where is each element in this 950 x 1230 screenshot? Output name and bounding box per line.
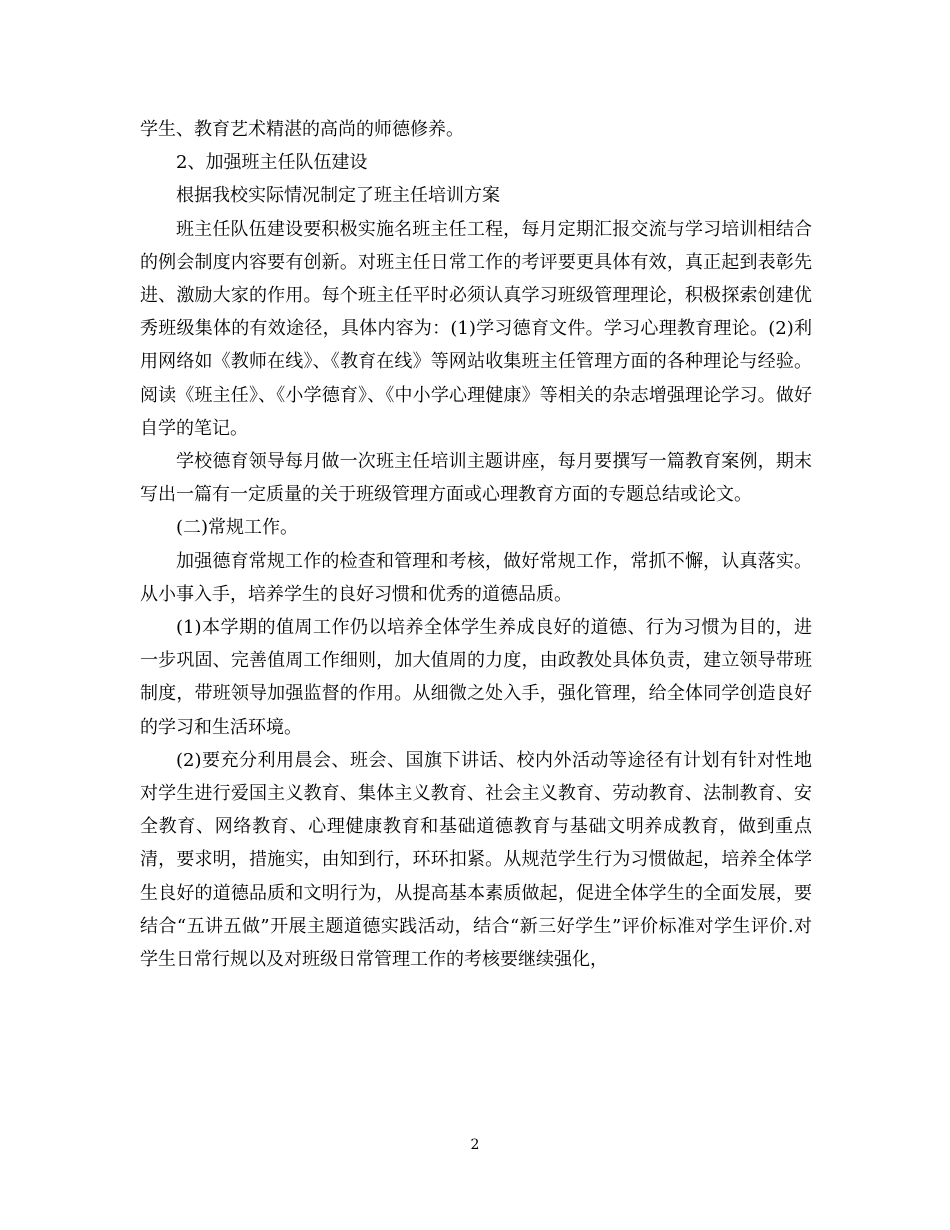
section-heading-routine-work: (二)常规工作。 (176, 517, 299, 539)
page-number: 2 (470, 1137, 480, 1153)
paragraph-moral-education: (2)要充分利用晨会、班会、国旗下讲话、校内外活动等途径有计划有针对性地对学生进行爱国主义教育、集体主义教育、社会主义教育、劳动教育、法制教育、安全教育、网络教育、心理健康教育和基础道德教育与基础文明养成教育，做到重点清，要求明，措施实，由知到行，环环扣紧。从规范学生行为习惯做起，培养全体学生良好的道德品质和文明行为，从提高基本素质做起，促进全体学生的全面发展，要结合“五讲五做”开展主题道德实践活动，结合“新三好学生”评价标准对学生评价.对学生日常行规以及对班级日常管理工作的考核要继续强化， (140, 749, 812, 971)
paragraph-training-plan: 根据我校实际情况制定了班主任培训方案 (176, 185, 500, 207)
paragraph-monthly-lecture: 学校德育领导每月做一次班主任培训主题讲座，每月要撰写一篇教育案例，期末写出一篇有一定质量的关于班级管理方面或心理教育方面的专题总结或论文。 (140, 451, 812, 506)
section-heading-class-teacher-team: 2、加强班主任队伍建设 (176, 152, 368, 174)
paragraph-continuation: 学生、教育艺术精湛的高尚的师德修养。 (140, 119, 464, 140)
paragraph-routine-inspection: 加强德育常规工作的检查和管理和考核，做好常规工作，常抓不懈，认真落实。从小事入手，培养学生的良好习惯和优秀的道德品质。 (140, 550, 812, 605)
paragraph-team-building: 班主任队伍建设要积极实施名班主任工程，每月定期汇报交流与学习培训相结合的例会制度内容要有创新。对班主任日常工作的考评要更具体有效，真正起到表彰先进、激励大家的作用。每个班主任平时必须认真学习班级管理理论，积极探索创建优秀班级集体的有效途径，具体内容为：(1)学习德育文件。学习心理教育理论。(2)利用网络如《教师在线》、《教育在线》等网站收集班主任管理方面的各种理论与经验。阅读《班主任》、《小学德育》、《中小学心理健康》等相关的杂志增强理论学习。做好自学的笔记。 (140, 218, 812, 439)
body-text (140, 113, 812, 976)
paragraph-weekly-duty: (1)本学期的值周工作仍以培养全体学生养成良好的道德、行为习惯为目的，进一步巩固、完善值周工作细则，加大值周的力度，由政教处具体负责，建立领导带班制度，带班领导加强监督的作用。从细微之处入手，强化管理，给全体同学创造良好的学习和生活环境。 (140, 617, 812, 738)
